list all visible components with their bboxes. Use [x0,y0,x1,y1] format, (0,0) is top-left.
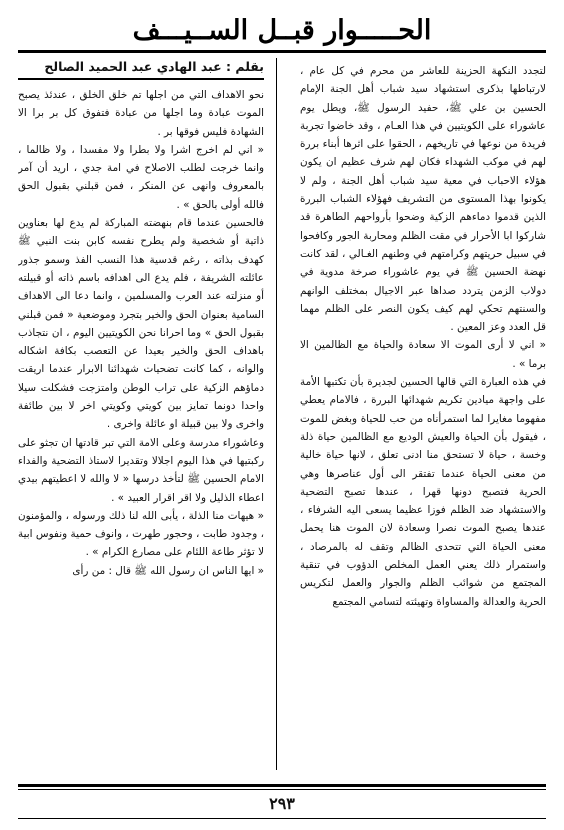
left-paragraph-5: « هيهات منا الذلة ، يأبى الله لنا ذلك ورسوله ، والمؤمنون ، وجدود طابت ، وحجور طهرت ، وانوف حمية ونفوس ابية لا تؤثر طاعة اللئام على مصارع الكرام » . [18,509,264,559]
left-paragraph-3: فالحسين عندما قام بنهضته المباركة لم يدع لها بعناوين ذاتية أو شخصية ولم يطرح نفسه كابن بنت النبي ﷺ كهدف بذاته ، رغم قدسية هذا النسب الفذ وسمو جذور عائلته الشريفة ، فلم يدع الى اهدافه باسم ذاته أو قبيلته أو منزلته عند العرب والمسلمين ، وانما دعا الى الاهداف السامية بعنوان الحق والخير بتجرد وموضعية « فمن قبلني بقبول الحق » وما احرانا نحن الكويتيين اليوم ، ان نتجاذب باهداف الحق والخير بعيدا عن التعصب بكافة اشكاله والوانه ، كما كانت تضحيات شهدائنا الابرار عندما اريقت دماؤهم الزكية على تراب الوطن وامتزجت فشكلت سيلا واحدا دونما تمايز بين كويتي وكويتي اخر لا بين طائفة واخرى ولا بين قبيلة او عائلة واخرى . [18,217,264,431]
column-right [300,62,546,782]
footer-rule [18,784,546,787]
right-paragraph-2: « اني لا أرى الموت الا سعادة والحياة مع الظالمين الا برما » . [300,339,546,370]
right-paragraph-1: لتجدد النكهة الحزينة للعاشر من محرم في كل عام ، لارتباطها بذكرى استشهاد سيد شباب أهل الجنة الإمام الحسين بن علي ﷺ، حفيد الرسول ﷺ، ويطل يوم عاشوراء على الكويتيين في هذا العـام ، وقد خاضوا تجربة فريدة من نوعها في تاريخهم ، الحقوا على اثرها أبناء بررة لهم في موكب الشهداء فكان لهم شرف عظيم ان يكون هؤلاء الاحباب في معية سيد شباب أهل الجنة ، ولم لا يكونوا بهذا المستوى من التشريف فهؤلاء الشباب البررة الذين قدموا دماءهم الزكية وضحوا بأرواحهم الطاهرة قد شاركوا ابا الأحرار في مقت الظلم ومحاربة الجور وكافحوا في سبيل حريتهم وكرامتهم في وطنهم الغـالي ، لقد كانت نهضة الحسين ﷺ في يوم عاشوراء صرخة مدوية في دولاب الزمن يتردد صداها عبر الاجيال بمختلف الوانهم والسنتهم تحكي لهم كيف يكون النصر على الظلم مهما قل العدد وعز المعين . [300,65,546,334]
page-number: ٢٩٣ [269,794,295,813]
left-paragraph-6: « ايها الناس ان رسول الله ﷺ قال : من رأى [72,564,264,577]
column-divider [276,58,277,770]
article-title: الحـــــوار قبــل الســيـــف [132,15,432,46]
left-paragraph-4: وعاشوراء مدرسة وعلى الامة التي تبر قادتها ان تجثو على ركبتيها في هذا اليوم اجلالا وتقديرا لاستاذ التضحية والفداء الامام الحسين ﷺ لتأخذ درسها « لا والله لا اعطيتهم بيدي اعطاء الذليل ولا اقر اقرار العبيد » . [18,436,264,504]
footer-rule-thin [18,789,546,790]
left-paragraph-1: نحو الاهداف التي من اجلها تم خلق الخلق ، عندئذ يصبح الموت عبادة وما اجلها من عبادة فتفوق كل بر برا الا الشهادة فليس فوقها بر . [18,89,264,138]
column-left [18,58,264,778]
title-rule [18,50,546,53]
right-paragraph-3: في هذه العبارة التي قالها الحسين لجديرة بأن تكتبها الأمة على واجهة ميادين تكريم شهدائها البررة ، فالامام يعطي مفهوما مغايرا لما استمرأناه من حب للحياة وبغض للموت ، فيقول بأن الحياة والعيش الوديع مع الظالمين حياة ذلة وخسة ، حياة لا تستحق منا ادنى تعلق ، لانها حياة خالية من معنى الحياة عندما تفتقر الى أول عناصرها وهي الحرية فتصبح دونها قهرا ، عندها تصبح التضحية والاستشهاد ضد الظلم فوزا عظيما يسعى اليه الشرفاء ، عندها يصبح الموت نصرا وسعادة لان الموت هنا يحمل معنى الحياة التي تتحدى الظالم وتقف له بالمرصاد ، واستمرار ذلك يعني العمل المخلص الدؤوب في تنقية المجتمع من شوائب الظلم والجوار والعمل لتكريس الحرية والعدالة والمساواة وتهيئته لتسامي المجتمع [300,376,546,608]
left-paragraph-2: « اني لم اخرج اشرا ولا بطرا ولا مفسدا ، ولا ظالما ، وانما خرجت لطلب الاصلاح في امة جدي ، اريد أن آمر بالمعروف وانهى عن المنكر ، فمن قبلني بقبول الحق فالله أولى بالحق » . [18,143,264,211]
author-byline: بقلم : عبد الهادي عبد الحميد الصالح [18,58,264,80]
magazine-page [14,6,550,824]
footer-bottom-rule [18,818,546,819]
